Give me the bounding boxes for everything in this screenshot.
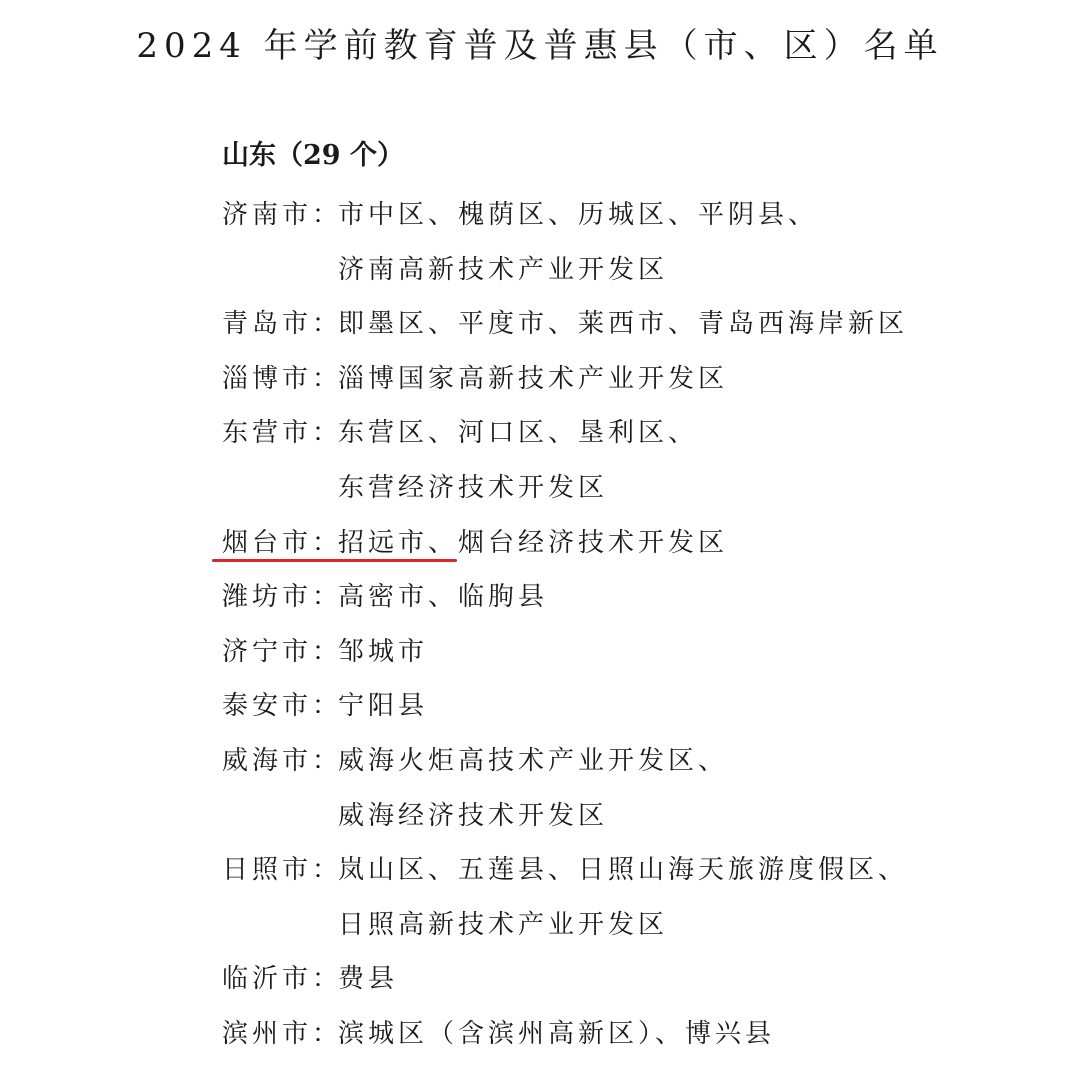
city-label: 青岛市： [222, 309, 343, 340]
city-label: 威海市： [222, 745, 343, 776]
district-list-text: 日照高新技术产业开发区 [338, 909, 669, 940]
district-list-text: 威海经济技术开发区 [338, 800, 609, 831]
district-list-text: 东营经济技术开发区 [338, 472, 609, 503]
city-label: 日照市： [222, 855, 343, 886]
city-label: 滨州市： [222, 1018, 343, 1049]
district-list-text: 招远市、烟台经济技术开发区 [338, 527, 729, 558]
district-list-text: 即墨区、平度市、莱西市、青岛西海岸新区 [338, 309, 909, 340]
district-list-text: 市中区、槐荫区、历城区、平阴县、 [338, 200, 819, 230]
district-list-text: 宁阳县 [338, 691, 429, 722]
district-list-text: 威海火炬高技术产业开发区、 [338, 745, 729, 776]
city-label: 东营市： [222, 418, 343, 449]
document-title: 2024 年学前教育普及普惠县（市、区）名单 [136, 26, 944, 66]
district-list-text: 滨城区（含滨州高新区）、博兴县 [338, 1018, 776, 1049]
yantai-highlight-underline [212, 559, 457, 562]
city-label: 济宁市： [222, 636, 343, 667]
city-label: 淄博市： [222, 363, 343, 394]
district-list-text: 淄博国家高新技术产业开发区 [338, 363, 729, 394]
district-list-text: 邹城市 [338, 636, 429, 667]
district-list-text: 济南高新技术产业开发区 [338, 254, 669, 285]
district-list-text: 费县 [338, 964, 399, 995]
city-label: 临沂市： [222, 964, 343, 995]
city-label: 济南市： [222, 200, 343, 230]
city-label: 泰安市： [222, 691, 343, 722]
city-label: 潍坊市： [222, 582, 343, 613]
district-list-text: 岚山区、五莲县、日照山海天旅游度假区、 [338, 855, 909, 886]
city-label: 烟台市： [222, 527, 343, 558]
province-heading: 山东（29 个） [222, 140, 404, 171]
district-list-text: 高密市、临朐县 [338, 582, 549, 613]
district-list-text: 东营区、河口区、垦利区、 [338, 418, 699, 449]
